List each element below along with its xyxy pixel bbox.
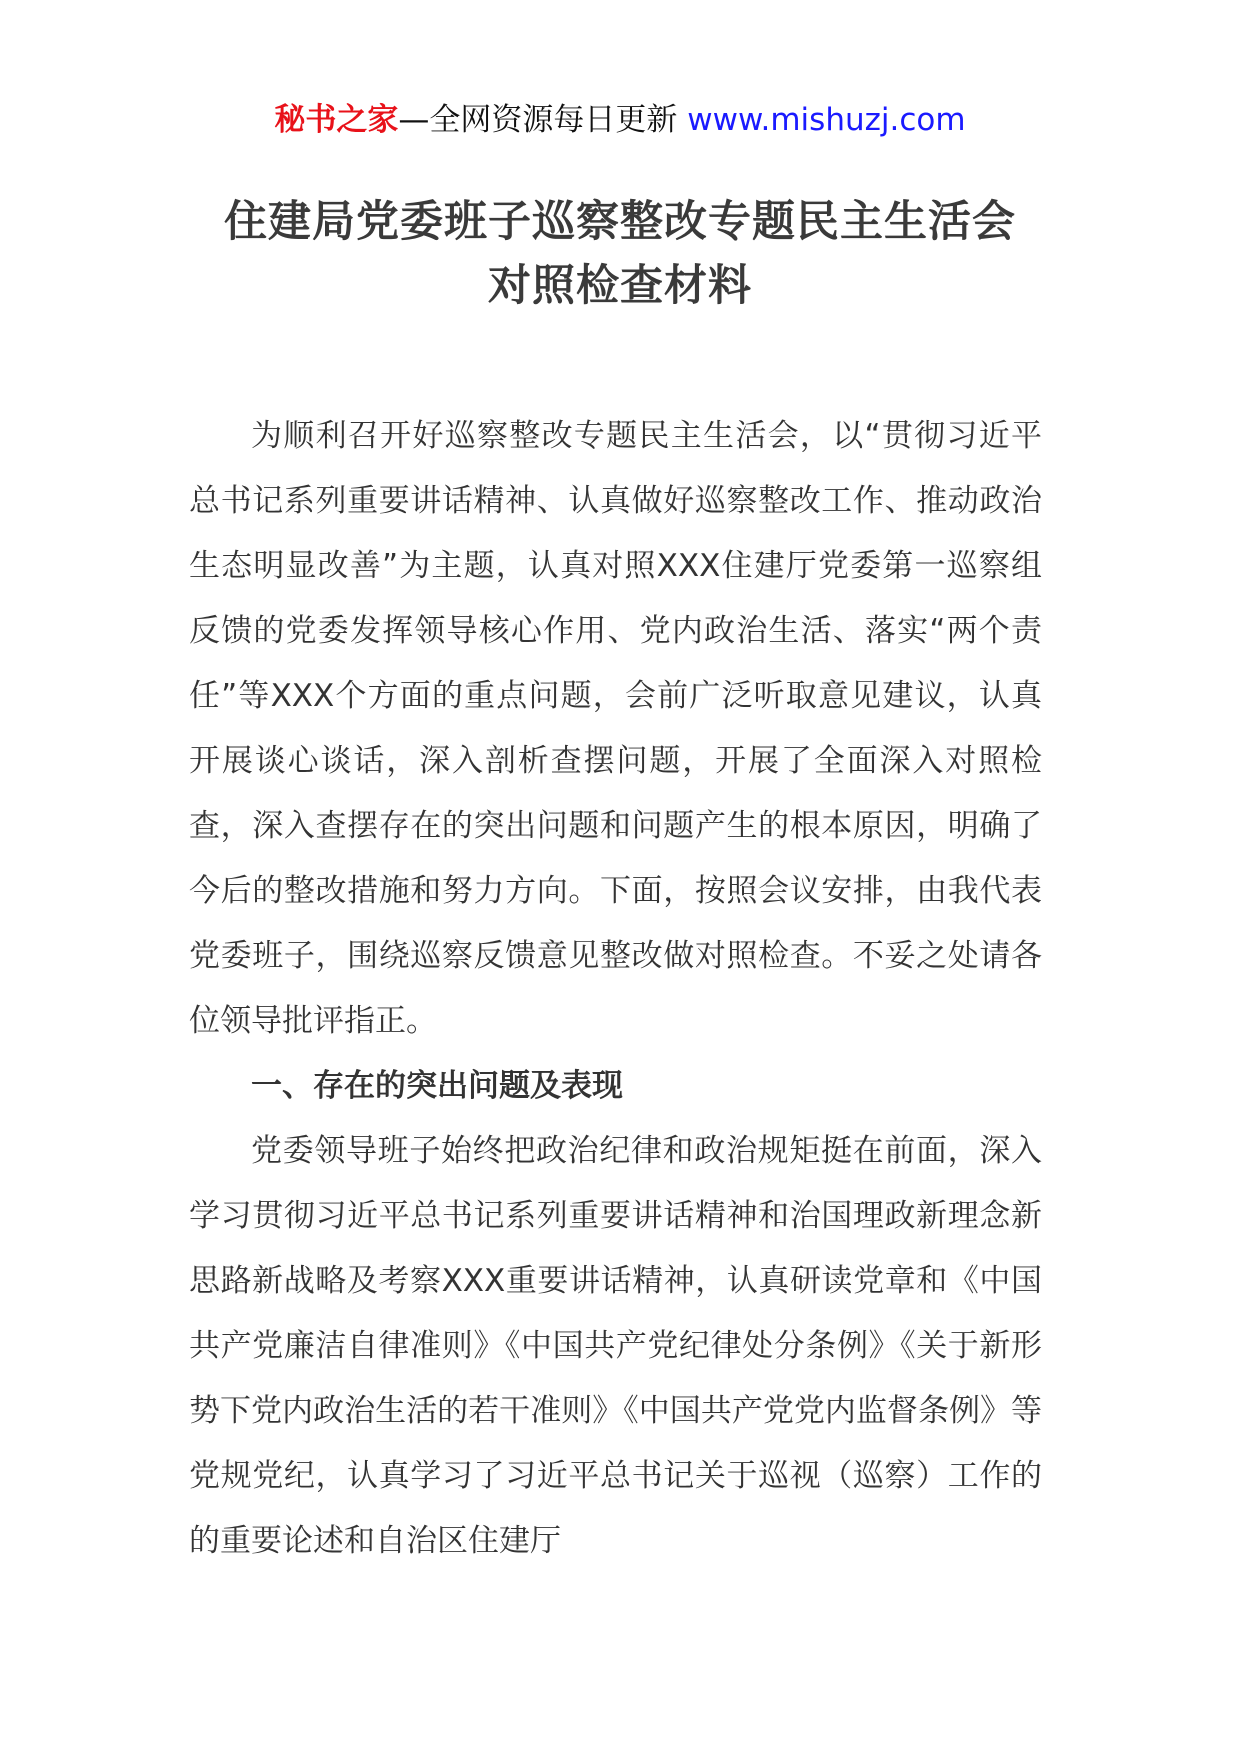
- header-slogan: —全网资源每日更新: [398, 102, 688, 138]
- document-title: [150, 190, 1090, 318]
- title-line-2: 对照检查材料: [488, 261, 752, 311]
- site-url-link[interactable]: www.mishuzj.com: [687, 102, 966, 138]
- brand-name: 秘书之家: [274, 102, 399, 138]
- section-heading: 一、存在的突出问题及表现: [251, 1068, 623, 1104]
- title-line-1: 住建局党委班子巡察整改专题民主生活会: [224, 197, 1016, 247]
- section-paragraph: 党委领导班子始终把政治纪律和政治规矩挺在前面，深入学习贯彻习近平总书记系列重要讲话精神和治国理政新理念新思路新战略及考察XXX重要讲话精神，认真研读党章和《中国共产党廉洁自律准则》《中国共产党纪律处分条例》《关于新形势下党内政治生活的若干准则》《中国共产党党内监督条例》等党规党纪，认真学习了习近平总书记关于巡视（巡察）工作的的重要论述和自治区住建厅: [189, 1133, 1042, 1559]
- site-header: [0, 98, 1240, 142]
- intro-paragraph: 为顺利召开好巡察整改专题民主生活会，以“贯彻习近平总书记系列重要讲话精神、认真做好巡察整改工作、推动政治生态明显改善”为主题，认真对照XXX住建厅党委第一巡察组反馈的党委发挥领导核心作用、党内政治生活、落实“两个责任”等XXX个方面的重点问题，会前广泛听取意见建议，认真开展谈心谈话，深入剖析查摆问题，开展了全面深入对照检查，深入查摆存在的突出问题和问题产生的根本原因，明确了今后的整改措施和努力方向。下面，按照会议安排，由我代表党委班子，围绕巡察反馈意见整改做对照检查。不妥之处请各位领导批评指正。: [189, 418, 1042, 1039]
- document-body: [189, 404, 1042, 1574]
